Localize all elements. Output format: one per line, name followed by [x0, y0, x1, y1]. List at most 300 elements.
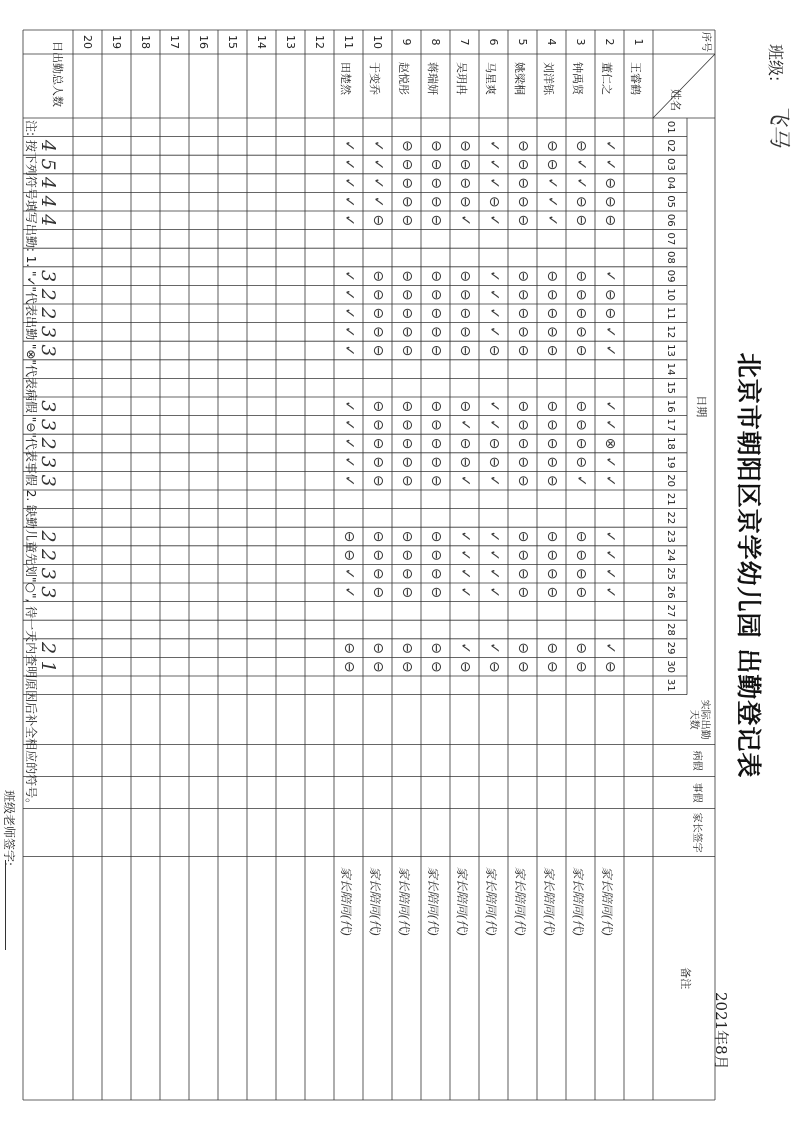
attendance-mark: ✓ — [457, 419, 473, 431]
attendance-mark: ⊖ — [544, 660, 560, 673]
remark-signature: 家长陪同(代) — [455, 866, 469, 936]
attendance-mark: ⊖ — [457, 158, 473, 171]
day-number: 07 — [665, 232, 676, 246]
attendance-mark: ✓ — [602, 642, 618, 654]
attendance-mark: ⊖ — [544, 437, 560, 450]
daily-total: 3 — [37, 567, 59, 580]
daily-total: 3 — [37, 270, 59, 283]
attendance-mark: ✓ — [486, 586, 502, 599]
row-number: 11 — [342, 35, 355, 49]
attendance-mark: ⊖ — [370, 307, 386, 320]
attendance-mark: ✓ — [486, 530, 502, 543]
attendance-mark: ⊖ — [515, 567, 531, 580]
attendance-mark: ⊖ — [457, 456, 473, 468]
header-sick-leave: 病假 — [691, 750, 702, 771]
attendance-mark: ⊖ — [486, 456, 502, 468]
attendance-mark: ✓ — [544, 177, 560, 189]
attendance-mark: ⊖ — [515, 326, 531, 338]
attendance-mark: ⊖ — [573, 567, 589, 580]
attendance-mark: ✓ — [341, 456, 357, 468]
attendance-mark: ⊖ — [515, 140, 531, 152]
attendance-mark: ⊖ — [399, 400, 415, 413]
attendance-mark: ⊖ — [457, 344, 473, 357]
attendance-mark: ⊖ — [457, 307, 473, 320]
daily-total: 3 — [37, 474, 59, 487]
attendance-mark: ⊖ — [370, 419, 386, 431]
attendance-mark: ⊖ — [399, 660, 415, 673]
attendance-mark: ⊖ — [515, 344, 531, 357]
attendance-mark: ⊖ — [573, 456, 589, 468]
attendance-mark: ⊖ — [370, 567, 386, 580]
remark-signature: 家长陪同(代) — [542, 866, 556, 936]
attendance-mark: ✓ — [602, 400, 618, 413]
attendance-mark: ⊖ — [428, 400, 444, 413]
attendance-mark: ⊖ — [573, 549, 589, 561]
day-number: 14 — [665, 362, 676, 376]
header-remarks: 备注 — [679, 967, 692, 990]
class-value: 飞马 — [766, 103, 791, 148]
attendance-mark: ✓ — [341, 474, 357, 487]
attendance-mark: ⊖ — [544, 288, 560, 301]
attendance-mark: ✓ — [341, 419, 357, 431]
daily-total: 3 — [37, 456, 59, 469]
attendance-mark: ⊖ — [515, 288, 531, 301]
attendance-mark: ⊖ — [341, 530, 357, 543]
attendance-mark: ⊖ — [399, 158, 415, 171]
attendance-mark: ✓ — [341, 140, 357, 152]
attendance-mark: ✓ — [341, 400, 357, 413]
day-number: 11 — [665, 306, 676, 320]
daily-total: 3 — [37, 400, 59, 413]
daily-total: 4 — [37, 195, 59, 208]
header-actual-days: 实际出勤天数 — [688, 699, 710, 740]
attendance-mark: ⊖ — [457, 437, 473, 450]
attendance-mark: ✓ — [486, 567, 502, 580]
attendance-mark: ⊖ — [428, 195, 444, 208]
attendance-mark: ⊖ — [428, 214, 444, 227]
attendance-mark: ✓ — [370, 177, 386, 189]
attendance-mark: ⊖ — [428, 344, 444, 357]
attendance-mark: ⊖ — [370, 214, 386, 227]
attendance-mark: ✓ — [602, 326, 618, 338]
attendance-mark: ⊖ — [515, 456, 531, 468]
day-number: 17 — [665, 418, 676, 432]
row-number: 17 — [168, 35, 181, 49]
day-number: 02 — [665, 139, 676, 153]
row-number: 3 — [574, 38, 587, 46]
row-number: 13 — [284, 35, 297, 49]
attendance-mark: ⊖ — [515, 660, 531, 673]
student-name: 董仁之 — [600, 62, 613, 95]
attendance-mark: ⊖ — [573, 419, 589, 431]
attendance-mark: ⊖ — [486, 195, 502, 208]
footer-label: 日出勤总人数 — [51, 41, 64, 107]
attendance-mark: ⊖ — [370, 642, 386, 654]
day-number: 10 — [665, 288, 676, 302]
daily-total: 3 — [37, 325, 59, 338]
attendance-mark: ⊖ — [544, 419, 560, 431]
remark-signature: 家长陪同(代) — [397, 866, 411, 936]
attendance-mark: ✓ — [486, 326, 502, 338]
attendance-mark: ✓ — [457, 530, 473, 543]
attendance-mark: ⊖ — [399, 270, 415, 282]
attendance-mark: ⊖ — [399, 549, 415, 561]
attendance-mark: ⊖ — [515, 214, 531, 227]
attendance-mark: ⊖ — [573, 530, 589, 543]
daily-total: 4 — [37, 214, 59, 227]
attendance-mark: ⊖ — [573, 400, 589, 413]
attendance-mark: ⊖ — [428, 586, 444, 599]
attendance-mark: ✓ — [341, 195, 357, 208]
attendance-mark: ⊖ — [399, 586, 415, 599]
attendance-mark: ⊖ — [515, 419, 531, 431]
student-name: 蒋瑞妍 — [426, 62, 439, 95]
day-number: 22 — [665, 511, 676, 525]
attendance-mark: ⊖ — [573, 214, 589, 227]
attendance-mark: ⊖ — [573, 288, 589, 301]
attendance-mark: ⊖ — [544, 474, 560, 487]
attendance-mark: ⊖ — [573, 344, 589, 357]
row-number: 1 — [632, 38, 645, 46]
header-parent-signature: 家长签字 — [691, 812, 702, 853]
header-name: 姓名 — [669, 89, 682, 111]
attendance-mark: ✓ — [544, 214, 560, 227]
attendance-mark: ⊖ — [457, 140, 473, 152]
row-number: 6 — [487, 38, 500, 46]
attendance-mark: ⊖ — [573, 195, 589, 208]
attendance-mark: ⊖ — [544, 270, 560, 282]
attendance-mark: ⊖ — [544, 307, 560, 320]
header-personal-leave: 事假 — [691, 782, 702, 803]
attendance-mark: ⊖ — [573, 326, 589, 338]
attendance-mark: ⊖ — [428, 307, 444, 320]
attendance-mark: ✓ — [457, 567, 473, 580]
attendance-mark: ✓ — [457, 586, 473, 599]
row-number: 20 — [81, 35, 94, 49]
row-number: 8 — [429, 38, 442, 46]
row-number: 19 — [110, 35, 123, 49]
attendance-mark: ⊖ — [573, 307, 589, 320]
attendance-mark: ⊖ — [428, 530, 444, 543]
attendance-mark: ⊖ — [370, 326, 386, 338]
attendance-mark: ✓ — [486, 214, 502, 227]
day-number: 24 — [665, 548, 676, 562]
attendance-mark: ⊖ — [428, 474, 444, 487]
attendance-mark: ✓ — [486, 400, 502, 413]
attendance-mark: ⊖ — [428, 660, 444, 673]
attendance-mark: ⊖ — [544, 140, 560, 152]
remark-signature: 家长陪同(代) — [571, 866, 585, 936]
attendance-mark: ⊖ — [370, 437, 386, 450]
student-name: 刘洋铄 — [542, 62, 555, 95]
attendance-mark: ✓ — [486, 158, 502, 171]
attendance-mark: ⊖ — [428, 177, 444, 189]
attendance-mark: ⊖ — [399, 326, 415, 338]
attendance-mark: ✓ — [341, 586, 357, 599]
attendance-mark: ⊖ — [399, 307, 415, 320]
attendance-mark: ✓ — [602, 140, 618, 152]
attendance-mark: ⊖ — [573, 140, 589, 152]
attendance-mark: ⊖ — [457, 326, 473, 338]
row-number: 18 — [139, 35, 152, 49]
attendance-mark: ✓ — [602, 549, 618, 561]
attendance-mark: ✓ — [341, 437, 357, 450]
day-number: 26 — [665, 585, 676, 599]
row-number: 9 — [400, 38, 413, 46]
attendance-mark: ⊖ — [399, 642, 415, 654]
attendance-mark: ✓ — [341, 326, 357, 338]
attendance-mark: ✓ — [573, 474, 589, 487]
attendance-mark: ✓ — [457, 549, 473, 561]
attendance-mark: ⊖ — [370, 344, 386, 357]
daily-total: 1 — [37, 660, 59, 673]
attendance-mark: ⊖ — [457, 400, 473, 413]
attendance-mark: ⊖ — [399, 530, 415, 543]
attendance-mark: ⊖ — [486, 344, 502, 357]
attendance-mark: ✓ — [573, 158, 589, 171]
attendance-mark: ✓ — [602, 456, 618, 468]
row-number: 2 — [603, 38, 616, 46]
attendance-mark: ⊖ — [573, 270, 589, 282]
attendance-mark: ⊖ — [457, 660, 473, 673]
remark-signature: 家长陪同(代) — [339, 866, 353, 936]
attendance-mark: ⊖ — [602, 195, 618, 208]
attendance-mark: ⊖ — [399, 474, 415, 487]
attendance-mark: ⊖ — [370, 660, 386, 673]
attendance-mark: ⊖ — [428, 642, 444, 654]
attendance-mark: ⊖ — [428, 456, 444, 468]
attendance-mark: ⊖ — [428, 270, 444, 282]
teacher-signature-line — [5, 860, 6, 950]
attendance-mark: ⊖ — [428, 288, 444, 301]
attendance-mark: ⊖ — [428, 437, 444, 450]
attendance-mark: ⊖ — [399, 437, 415, 450]
day-number: 13 — [665, 344, 676, 357]
attendance-mark: ✓ — [486, 140, 502, 152]
day-number: 28 — [665, 623, 676, 636]
student-name: 赵悦彤 — [397, 62, 410, 95]
attendance-mark: ⊖ — [341, 549, 357, 561]
day-number: 09 — [665, 269, 676, 283]
legend-note: 注: 按下列符号填写出勤: 1. "✓"代表出勤 "⊗"代表病假 "⊖"代表事假 2. 缺勤儿童先划"○", 待一天内查明原因后补全相应的符号。 — [24, 120, 38, 811]
attendance-mark: ⊖ — [399, 567, 415, 580]
remark-signature: 家长陪同(代) — [426, 866, 440, 936]
day-number: 19 — [665, 455, 676, 469]
daily-total: 4 — [37, 177, 59, 190]
attendance-mark: ✓ — [341, 158, 357, 171]
attendance-mark: ✓ — [573, 177, 589, 189]
attendance-mark: ✓ — [341, 214, 357, 227]
row-number: 5 — [516, 38, 529, 46]
attendance-mark: ⊖ — [515, 642, 531, 654]
attendance-mark: ⊖ — [515, 586, 531, 599]
row-number: 15 — [226, 35, 239, 49]
row-number: 12 — [313, 35, 326, 49]
attendance-mark: ⊖ — [544, 326, 560, 338]
remark-signature: 家长陪同(代) — [513, 866, 527, 936]
attendance-mark: ⊖ — [515, 400, 531, 413]
student-name: 王睿鹤 — [629, 62, 642, 95]
attendance-mark: ⊖ — [544, 344, 560, 357]
remark-signature: 家长陪同(代) — [600, 866, 614, 936]
attendance-mark: ✓ — [602, 586, 618, 599]
day-number: 25 — [665, 567, 676, 581]
student-name: 姚梁桐 — [513, 62, 526, 95]
attendance-mark: ⊖ — [399, 214, 415, 227]
attendance-mark: ⊖ — [602, 214, 618, 227]
daily-total: 2 — [37, 288, 59, 301]
day-number: 15 — [665, 381, 676, 395]
daily-total: 3 — [37, 418, 59, 431]
attendance-mark: ⊖ — [428, 158, 444, 171]
attendance-mark: ⊖ — [428, 567, 444, 580]
attendance-mark: ✓ — [457, 214, 473, 227]
header-seq: 序号 — [700, 32, 711, 52]
attendance-mark: ⊖ — [602, 660, 618, 673]
student-name: 吴玥冉 — [455, 62, 468, 95]
attendance-mark: ⊖ — [515, 549, 531, 561]
attendance-mark: ✓ — [486, 177, 502, 189]
attendance-mark: ✓ — [341, 177, 357, 189]
attendance-mark: ⊖ — [515, 474, 531, 487]
day-number: 18 — [665, 437, 676, 450]
attendance-mark: ✓ — [341, 567, 357, 580]
attendance-mark: ⊖ — [370, 456, 386, 468]
day-number: 05 — [665, 195, 676, 209]
attendance-mark: ⊖ — [457, 288, 473, 301]
attendance-mark: ✓ — [341, 270, 357, 282]
attendance-mark: ✓ — [486, 474, 502, 487]
attendance-mark: ✓ — [370, 140, 386, 152]
attendance-mark: ⊖ — [515, 158, 531, 171]
day-number: 12 — [665, 325, 676, 339]
attendance-mark: ✓ — [602, 270, 618, 282]
attendance-mark: ⊖ — [370, 288, 386, 301]
attendance-mark: ⊗ — [602, 437, 618, 450]
attendance-mark: ⊖ — [399, 344, 415, 357]
attendance-mark: ⊖ — [428, 419, 444, 431]
attendance-mark: ⊖ — [428, 549, 444, 561]
attendance-mark: ⊖ — [399, 195, 415, 208]
day-number: 30 — [665, 660, 676, 674]
attendance-mark: ⊖ — [573, 586, 589, 599]
attendance-mark: ⊖ — [399, 288, 415, 301]
attendance-mark: ⊖ — [544, 549, 560, 561]
attendance-mark: ⊖ — [544, 567, 560, 580]
attendance-mark: ✓ — [486, 288, 502, 301]
attendance-mark: ⊖ — [486, 437, 502, 450]
daily-total: 2 — [37, 642, 59, 655]
attendance-mark: ⊖ — [428, 326, 444, 338]
class-label: 班级: — [766, 44, 785, 82]
row-number: 7 — [458, 38, 471, 46]
attendance-mark: ⊖ — [428, 140, 444, 152]
student-name: 于变乔 — [368, 62, 381, 95]
attendance-mark: ✓ — [602, 344, 618, 357]
attendance-mark: ⊖ — [399, 177, 415, 189]
row-number: 14 — [255, 35, 268, 49]
attendance-mark: ✓ — [602, 567, 618, 580]
day-number: 23 — [665, 530, 676, 543]
attendance-mark: ⊖ — [544, 586, 560, 599]
daily-total: 2 — [37, 437, 59, 450]
attendance-mark: ⊖ — [457, 270, 473, 282]
daily-total: 3 — [37, 344, 59, 357]
student-name: 田楚然 — [339, 62, 352, 95]
day-number: 27 — [665, 604, 676, 618]
attendance-mark: ⊖ — [573, 437, 589, 450]
attendance-mark: ⊖ — [544, 158, 560, 171]
attendance-mark: ✓ — [486, 270, 502, 282]
attendance-mark: ⊖ — [370, 549, 386, 561]
attendance-mark: ✓ — [341, 288, 357, 301]
attendance-mark: ⊖ — [370, 400, 386, 413]
attendance-mark: ✓ — [486, 307, 502, 320]
attendance-mark: ⊖ — [515, 195, 531, 208]
attendance-mark: ✓ — [486, 549, 502, 561]
attendance-mark: ✓ — [370, 195, 386, 208]
daily-total: 2 — [37, 549, 59, 562]
attendance-mark: ✓ — [457, 642, 473, 654]
attendance-mark: ⊖ — [399, 419, 415, 431]
page-title: 北京市朝阳区京学幼儿园 出勤登记表 — [734, 352, 763, 779]
remark-signature: 家长陪同(代) — [484, 866, 498, 936]
row-number: 4 — [545, 38, 558, 46]
attendance-mark: ✓ — [457, 474, 473, 487]
attendance-mark: ⊖ — [370, 270, 386, 282]
day-number: 21 — [665, 492, 676, 506]
attendance-mark: ⊖ — [341, 642, 357, 654]
attendance-mark: ⊖ — [515, 437, 531, 450]
attendance-mark: ✓ — [602, 419, 618, 431]
daily-total: 3 — [37, 586, 59, 599]
attendance-mark: ⊖ — [602, 177, 618, 189]
attendance-mark: ⊖ — [341, 660, 357, 673]
attendance-mark: ✓ — [341, 344, 357, 357]
attendance-mark: ⊖ — [399, 456, 415, 468]
attendance-mark: ⊖ — [515, 307, 531, 320]
row-number: 10 — [371, 35, 384, 49]
attendance-mark: ⊖ — [399, 140, 415, 152]
attendance-mark: ⊖ — [515, 270, 531, 282]
daily-total: 2 — [37, 530, 59, 543]
attendance-mark: ⊖ — [573, 642, 589, 654]
attendance-mark: ⊖ — [370, 530, 386, 543]
row-number: 16 — [197, 35, 210, 49]
day-number: 06 — [665, 213, 676, 227]
attendance-mark: ⊖ — [457, 195, 473, 208]
day-number: 16 — [665, 399, 676, 413]
attendance-mark: ⊖ — [370, 474, 386, 487]
attendance-mark: ⊖ — [515, 177, 531, 189]
attendance-mark: ⊖ — [515, 530, 531, 543]
attendance-mark: ✓ — [602, 530, 618, 543]
attendance-mark: ⊖ — [544, 530, 560, 543]
attendance-mark: ✓ — [370, 158, 386, 171]
day-number: 08 — [665, 251, 676, 264]
student-name: 马星爽 — [484, 62, 497, 95]
attendance-mark: ⊖ — [457, 177, 473, 189]
daily-total: 4 — [37, 139, 59, 152]
daily-total: 5 — [37, 158, 59, 171]
attendance-mark: ⊖ — [602, 288, 618, 301]
day-number: 04 — [665, 176, 676, 190]
attendance-mark: ⊖ — [544, 400, 560, 413]
attendance-mark: ✓ — [341, 307, 357, 320]
attendance-mark: ⊖ — [544, 456, 560, 468]
day-number: 29 — [665, 641, 676, 655]
remark-signature: 家长陪同(代) — [368, 866, 382, 936]
